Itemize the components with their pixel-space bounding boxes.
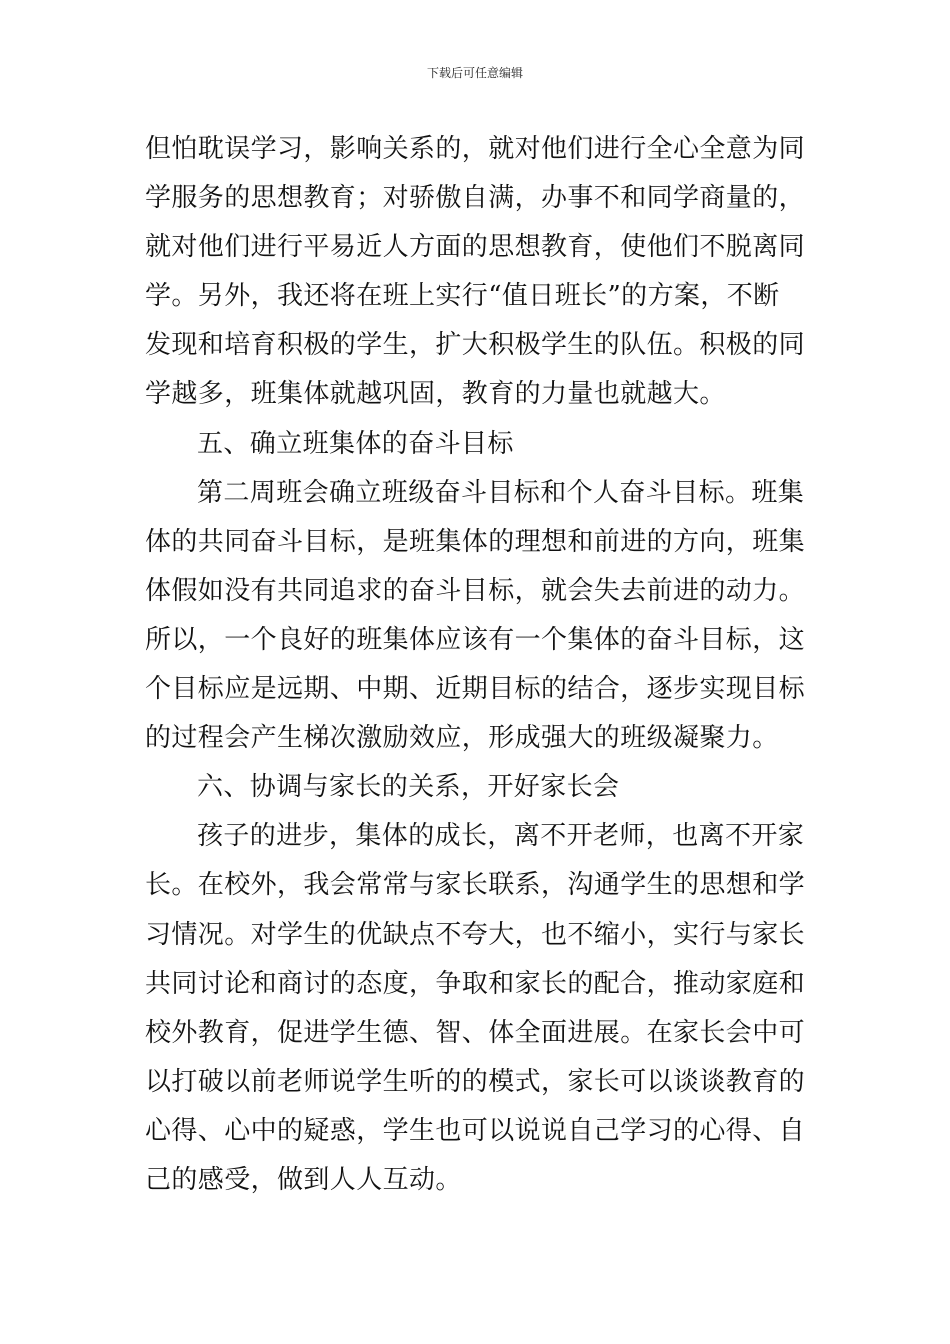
text-line: 共同讨论和商讨的态度，争取和家长的配合，推动家庭和 <box>145 968 805 999</box>
text-line: 校外教育，促进学生德、智、体全面进展。在家长会中可 <box>145 1017 805 1048</box>
text-line: 发现和培育积极的学生，扩大积极学生的队伍。积极的同 <box>145 330 805 361</box>
document-body <box>145 125 805 1205</box>
paragraph-start: 孩子的进步，集体的成长，离不开老师，也离不开家 <box>197 821 805 852</box>
text-line: 体的共同奋斗目标，是班集体的理想和前进的方向，班集 <box>145 526 805 557</box>
text-line: 所以，一个良好的班集体应该有一个集体的奋斗目标，这 <box>145 624 805 655</box>
text-line: 体假如没有共同追求的奋斗目标，就会失去前进的动力。 <box>145 575 805 606</box>
text-line: 但怕耽误学习，影响关系的，就对他们进行全心全意为同 <box>145 134 805 164</box>
page-header-note: 下载后可任意编辑 <box>426 66 523 80</box>
section-heading-six: 六、协调与家长的关系，开好家长会 <box>197 772 620 803</box>
text-line: 长。在校外，我会常常与家长联系，沟通学生的思想和学 <box>145 870 805 901</box>
text-line: 己的感受，做到人人互动。 <box>145 1164 462 1195</box>
text-line: 的过程会产生梯次激励效应，形成强大的班级凝聚力。 <box>145 723 779 754</box>
text-line: 个目标应是远期、中期、近期目标的结合，逐步实现目标 <box>145 674 805 705</box>
text-line: 就对他们进行平易近人方面的思想教育，使他们不脱离同 <box>145 232 805 263</box>
text-line: 心得、心中的疑惑，学生也可以说说自己学习的心得、自 <box>145 1115 805 1146</box>
text-line: 习情况。对学生的优缺点不夸大，也不缩小，实行与家长 <box>145 919 805 950</box>
paragraph-start: 第二周班会确立班级奋斗目标和个人奋斗目标。班集 <box>197 477 805 508</box>
text-line: 学。另外，我还将在班上实行“值日班长”的方案，不断 <box>145 281 780 312</box>
section-heading-five: 五、确立班集体的奋斗目标 <box>197 428 514 459</box>
text-line: 学越多，班集体就越巩固，教育的力量也就越大。 <box>145 379 726 410</box>
text-line: 学服务的思想教育；对骄傲自满，办事不和同学商量的， <box>145 183 805 214</box>
text-line: 以打破以前老师说学生听的的模式，家长可以谈谈教育的 <box>145 1066 805 1097</box>
